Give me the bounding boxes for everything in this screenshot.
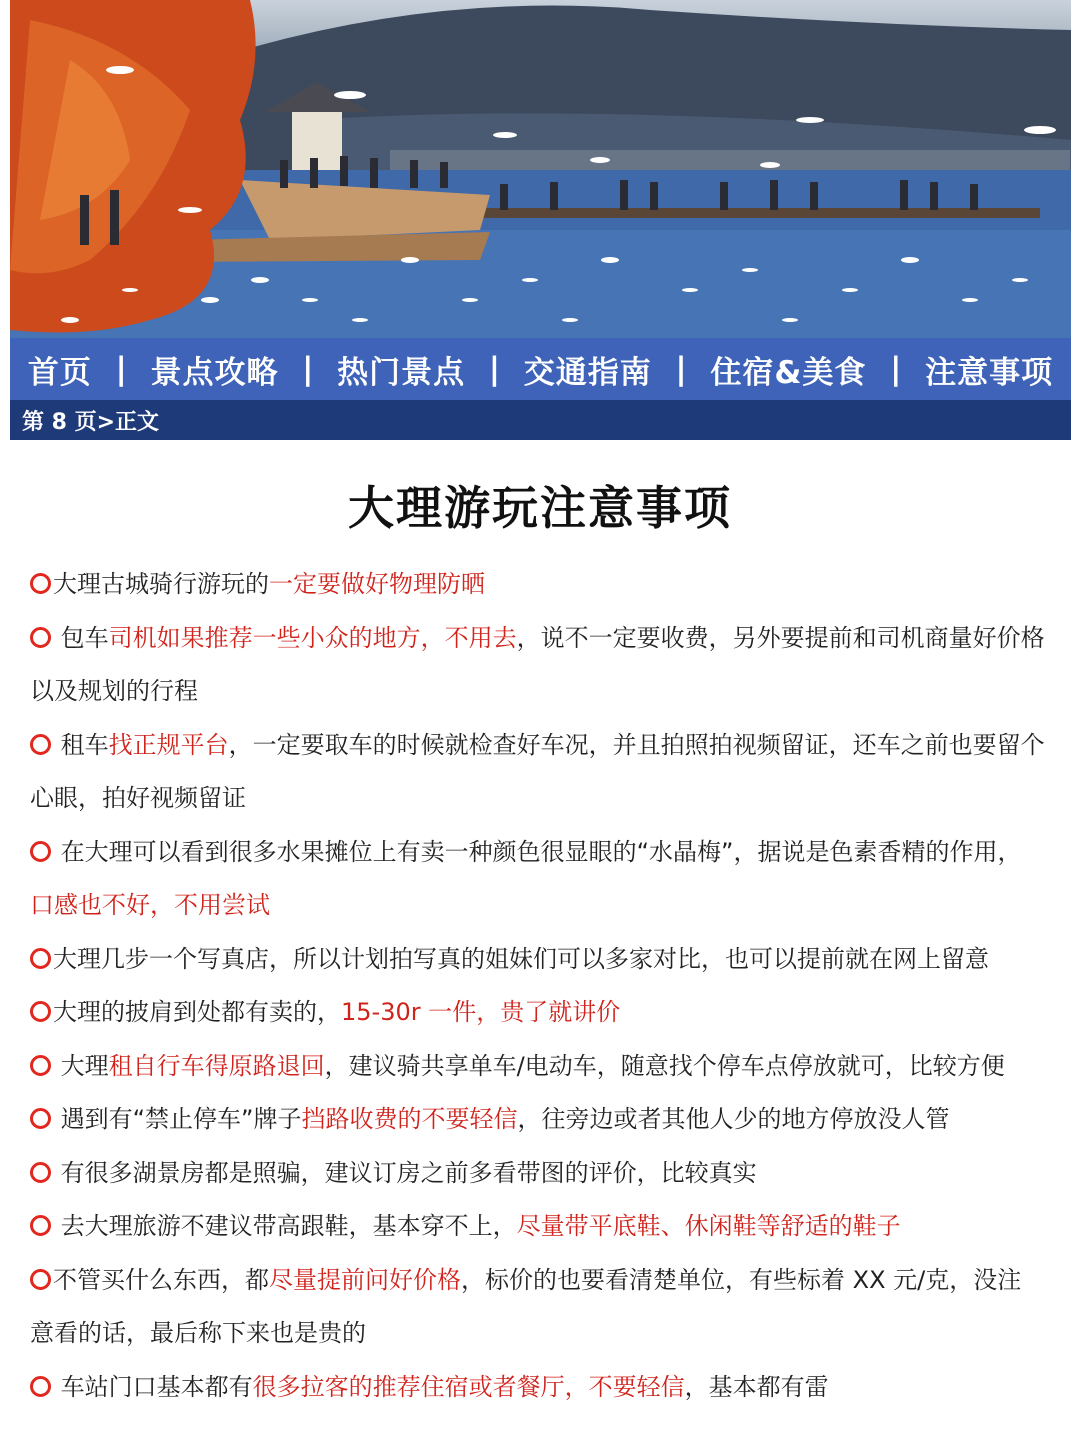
nav-separator: |	[890, 351, 902, 387]
nav-item-lodging-food[interactable]: 住宿&美食	[710, 354, 867, 391]
tip-text: ，基本都有雷	[684, 1372, 829, 1401]
tip-text: 在大理可以看到很多水果摊位上有卖一种颜色很显眼的“水晶梅”，据说是色素香精的作用，	[53, 837, 1022, 866]
hero-photo	[10, 0, 1071, 338]
nav-separator: |	[488, 351, 501, 387]
tip-text: 包车	[53, 623, 109, 652]
tip-text: 不管买什么东西，都	[53, 1265, 269, 1294]
circle-bullet-icon	[30, 734, 51, 755]
circle-bullet-icon	[30, 841, 51, 862]
nav-item-home[interactable]: 首页	[27, 354, 92, 391]
nav-item-transport[interactable]: 交通指南	[523, 354, 652, 391]
tip-text: 车站门口基本都有	[53, 1372, 253, 1401]
tip-highlight-text: 租自行车得原路退回	[108, 1051, 325, 1080]
tip-item	[30, 1200, 1045, 1254]
tip-text: 大理	[53, 1051, 109, 1080]
tip-item	[30, 1147, 1045, 1201]
tip-text: ，标价的也要看清楚单位，有些标着 XX 元/克，没注意看的话，最后称下来也是贵的	[30, 1265, 1022, 1347]
tip-text: ，说不一定要收费，另外要提前和司机商量好价格以及规划的行程	[30, 623, 1045, 705]
tip-highlight-text: 一定要做好物理防晒	[269, 570, 485, 598]
nav-item-guide[interactable]: 景点攻略	[150, 354, 279, 391]
tips-list	[30, 558, 1045, 1414]
nav-separator: |	[675, 351, 687, 387]
tip-item	[30, 1254, 1045, 1361]
tip-text: 租车	[53, 730, 109, 759]
circle-bullet-icon	[30, 573, 51, 594]
circle-bullet-icon	[30, 1162, 51, 1183]
tip-item	[30, 1361, 1045, 1415]
circle-bullet-icon	[30, 1269, 51, 1290]
tip-item	[30, 558, 1045, 612]
tip-text: 大理的披肩到处都有卖的，	[53, 998, 341, 1026]
tip-item	[30, 612, 1045, 719]
lake-scene-illustration	[10, 0, 1071, 338]
tip-item	[30, 1040, 1045, 1094]
tip-highlight-text: 挡路收费的不要轻信	[301, 1105, 518, 1133]
tip-highlight-text: 找正规平台	[108, 730, 229, 759]
tip-item	[30, 933, 1045, 987]
tip-text: ，一定要取车的时候就检查好车况，并且拍照拍视频留证，还车之前也要留个心眼，拍好视频留证	[30, 730, 1045, 812]
tip-highlight-text: 口感也不好，不用尝试	[30, 891, 270, 919]
tip-text: 大理古城骑行游玩的	[53, 570, 269, 598]
tip-item	[30, 1093, 1045, 1147]
breadcrumb: 第 8 页>正文	[10, 400, 1071, 440]
nav-item-popular[interactable]: 热门景点	[337, 354, 466, 391]
page-title: 大理游玩注意事项	[348, 481, 732, 535]
circle-bullet-icon	[30, 1376, 51, 1397]
nav-separator: |	[115, 351, 127, 387]
tip-text: 遇到有“禁止停车”牌子	[53, 1105, 302, 1133]
nav-separator: |	[302, 351, 314, 387]
tip-highlight-text: 15-30r 一件，贵了就讲价	[341, 998, 621, 1026]
circle-bullet-icon	[30, 948, 51, 969]
tip-text: ，建议骑共享单车/电动车，随意找个停车点停放就可，比较方便	[324, 1051, 1005, 1080]
nav-item-notes[interactable]: 注意事项	[925, 354, 1054, 391]
tip-highlight-text: 尽量带平底鞋、休闲鞋等舒适的鞋子	[516, 1212, 901, 1240]
tip-text: 去大理旅游不建议带高跟鞋，基本穿不上，	[53, 1212, 517, 1240]
circle-bullet-icon	[30, 1108, 51, 1129]
circle-bullet-icon	[30, 627, 51, 648]
tip-item	[30, 986, 1045, 1040]
tip-highlight-text: 司机如果推荐一些小众的地方，不用去	[108, 623, 517, 652]
circle-bullet-icon	[30, 1001, 51, 1022]
tip-item	[30, 719, 1045, 826]
tip-highlight-text: 尽量提前问好价格	[269, 1265, 461, 1294]
circle-bullet-icon	[30, 1055, 51, 1076]
tip-highlight-text: 很多拉客的推荐住宿或者餐厅，不要轻信	[252, 1372, 685, 1401]
tip-item	[30, 826, 1045, 933]
tip-text: ，往旁边或者其他人少的地方停放没人管	[517, 1105, 950, 1133]
top-nav	[10, 338, 1071, 400]
tip-text: 大理几步一个写真店，所以计划拍写真的姐妹们可以多家对比，也可以提前就在网上留意	[53, 944, 989, 973]
circle-bullet-icon	[30, 1215, 51, 1236]
tip-text: 有很多湖景房都是照骗，建议订房之前多看带图的评价，比较真实	[53, 1158, 757, 1187]
